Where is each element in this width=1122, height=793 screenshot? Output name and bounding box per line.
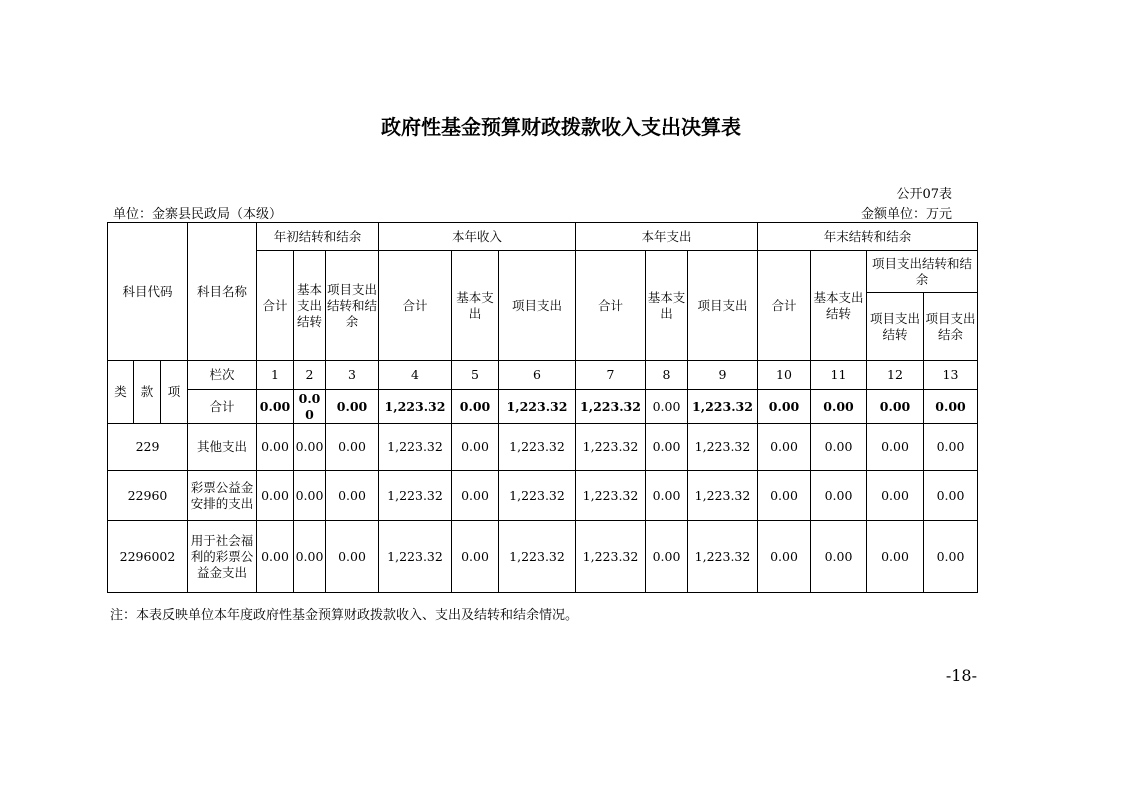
row-cell: 0.00 — [811, 424, 867, 471]
header-end-project-balance: 项目支出结余 — [924, 293, 978, 361]
col-number: 11 — [811, 361, 867, 390]
row-cell: 0.00 — [758, 424, 811, 471]
total-cell: 0.00 — [257, 390, 294, 424]
row-cell: 1,223.32 — [688, 471, 758, 521]
row-cell: 0.00 — [867, 521, 924, 593]
header-end-project: 项目支出结转和结余 — [867, 251, 978, 293]
header-subject-code: 科目代码 — [108, 223, 188, 361]
col-number: 3 — [326, 361, 379, 390]
col-number: 13 — [924, 361, 978, 390]
page-title: 政府性基金预算财政拨款收入支出决算表 — [381, 115, 741, 139]
row-cell: 1,223.32 — [688, 521, 758, 593]
table-row — [108, 471, 978, 521]
row-cell: 0.00 — [294, 424, 326, 471]
header-group-begin: 年初结转和结余 — [257, 223, 379, 251]
header-group-expense: 本年支出 — [576, 223, 758, 251]
row-cell: 0.00 — [758, 471, 811, 521]
header-end-basic: 基本支出结转 — [811, 251, 867, 361]
row-cell: 1,223.32 — [688, 424, 758, 471]
row-cell: 0.00 — [758, 521, 811, 593]
row-cell: 0.00 — [867, 424, 924, 471]
header-end-project-carry: 项目支出结转 — [867, 293, 924, 361]
header-begin-basic: 基本支出结转 — [294, 251, 326, 361]
page-number: -18- — [945, 666, 977, 685]
total-cell: 1,223.32 — [499, 390, 576, 424]
header-end-total: 合计 — [758, 251, 811, 361]
row-cell: 0.00 — [811, 471, 867, 521]
row-cell: 1,223.32 — [576, 471, 646, 521]
header-item: 项 — [161, 361, 188, 424]
row-name: 彩票公益金安排的支出 — [188, 471, 257, 521]
header-income-total: 合计 — [379, 251, 452, 361]
row-cell: 1,223.32 — [379, 424, 452, 471]
header-expense-basic: 基本支出 — [646, 251, 688, 361]
table-row — [108, 424, 978, 471]
total-cell: 0.00 — [646, 390, 688, 424]
col-number: 8 — [646, 361, 688, 390]
col-number: 7 — [576, 361, 646, 390]
header-begin-total: 合计 — [257, 251, 294, 361]
table-row — [108, 521, 978, 593]
header-income-basic: 基本支出 — [452, 251, 499, 361]
total-cell: 1,223.32 — [688, 390, 758, 424]
header-expense-project: 项目支出 — [688, 251, 758, 361]
row-cell: 0.00 — [326, 521, 379, 593]
header-col-no: 栏次 — [188, 361, 257, 390]
row-code: 229 — [108, 424, 188, 471]
total-cell: 0.00 — [326, 390, 379, 424]
header-expense-total: 合计 — [576, 251, 646, 361]
col-number: 9 — [688, 361, 758, 390]
col-number: 5 — [452, 361, 499, 390]
header-begin-project: 项目支出结转和结余 — [326, 251, 379, 361]
total-cell: 0.00 — [758, 390, 811, 424]
header-income-project: 项目支出 — [499, 251, 576, 361]
col-number: 10 — [758, 361, 811, 390]
row-cell: 0.00 — [646, 424, 688, 471]
total-cell: 1,223.32 — [576, 390, 646, 424]
total-cell: 1,223.32 — [379, 390, 452, 424]
row-name: 其他支出 — [188, 424, 257, 471]
budget-table — [107, 222, 978, 593]
col-number: 2 — [294, 361, 326, 390]
total-label: 合计 — [188, 390, 257, 424]
col-number: 12 — [867, 361, 924, 390]
row-code: 22960 — [108, 471, 188, 521]
col-number: 1 — [257, 361, 294, 390]
row-cell: 0.00 — [452, 521, 499, 593]
row-cell: 0.00 — [924, 424, 978, 471]
row-cell: 0.00 — [326, 424, 379, 471]
row-cell: 1,223.32 — [576, 424, 646, 471]
row-cell: 0.00 — [257, 471, 294, 521]
header-group-end: 年末结转和结余 — [758, 223, 978, 251]
total-cell: 0.00 — [452, 390, 499, 424]
row-cell: 0.00 — [294, 521, 326, 593]
reporting-unit: 单位：金寨县民政局（本级） — [113, 207, 283, 222]
row-cell: 0.00 — [257, 424, 294, 471]
row-cell: 1,223.32 — [499, 471, 576, 521]
row-cell: 0.00 — [924, 521, 978, 593]
money-unit: 金额单位：万元 — [860, 207, 952, 222]
row-cell: 0.00 — [646, 521, 688, 593]
row-cell: 1,223.32 — [499, 521, 576, 593]
total-cell: 0.00 — [811, 390, 867, 424]
total-cell: 0.00 — [294, 390, 326, 424]
row-code: 2296002 — [108, 521, 188, 593]
col-number: 4 — [379, 361, 452, 390]
row-cell: 0.00 — [294, 471, 326, 521]
header-class: 类 — [108, 361, 134, 424]
row-cell: 1,223.32 — [379, 521, 452, 593]
col-number: 6 — [499, 361, 576, 390]
row-name: 用于社会福利的彩票公益金支出 — [188, 521, 257, 593]
row-cell: 0.00 — [867, 471, 924, 521]
row-cell: 0.00 — [924, 471, 978, 521]
row-cell: 0.00 — [452, 471, 499, 521]
total-cell: 0.00 — [867, 390, 924, 424]
total-row — [108, 390, 978, 424]
row-cell: 1,223.32 — [379, 471, 452, 521]
row-cell: 0.00 — [257, 521, 294, 593]
footnote: 注：本表反映单位本年度政府性基金预算财政拨款收入、支出及结转和结余情况。 — [110, 608, 579, 623]
header-section: 款 — [134, 361, 161, 424]
row-cell: 1,223.32 — [499, 424, 576, 471]
header-group-income: 本年收入 — [379, 223, 576, 251]
header-subject-name: 科目名称 — [188, 223, 257, 361]
row-cell: 1,223.32 — [576, 521, 646, 593]
form-number: 公开07表 — [896, 187, 952, 202]
row-cell: 0.00 — [326, 471, 379, 521]
row-cell: 0.00 — [811, 521, 867, 593]
total-cell: 0.00 — [924, 390, 978, 424]
row-cell: 0.00 — [452, 424, 499, 471]
row-cell: 0.00 — [646, 471, 688, 521]
